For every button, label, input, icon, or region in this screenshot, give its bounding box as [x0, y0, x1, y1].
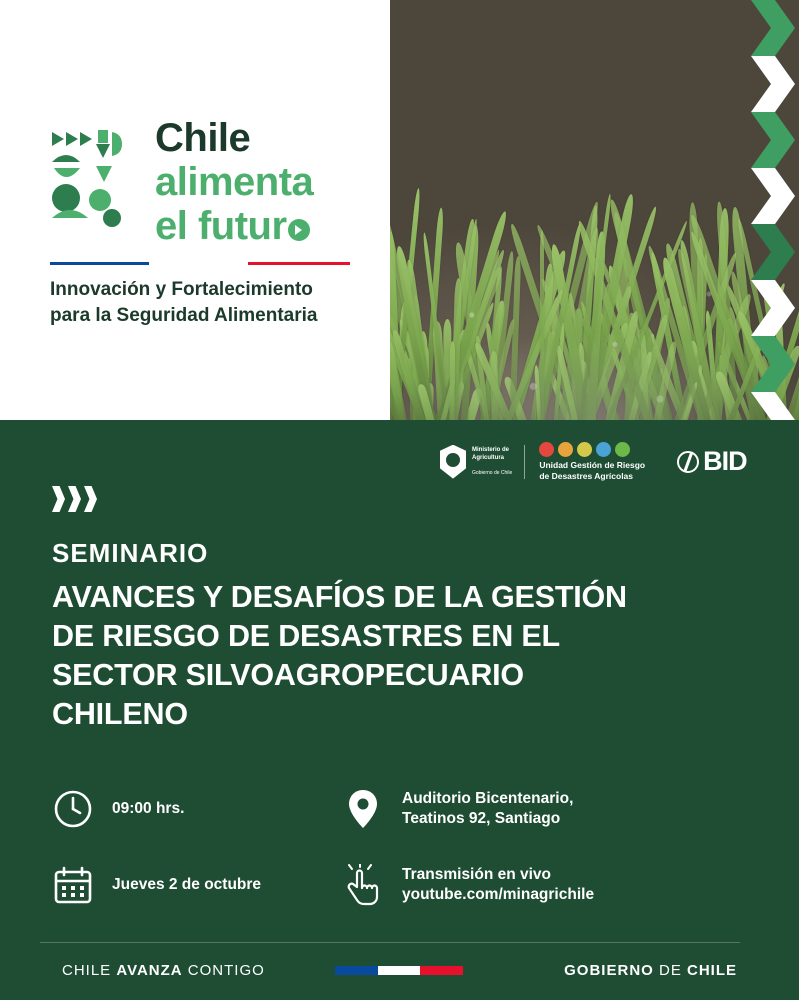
footer-divider — [40, 942, 740, 943]
fire-risk-icon — [539, 442, 554, 457]
event-stream-line-1: Transmisión en vivo — [402, 865, 552, 883]
partner-logos — [440, 442, 747, 481]
footer-slogan-a: CHILE — [62, 962, 117, 979]
event-venue-text — [402, 789, 573, 829]
chile-alimenta-logo-icon — [50, 126, 142, 236]
event-details-row-1 — [52, 788, 712, 830]
ministry-line-1: Ministerio de — [472, 447, 510, 454]
footer-gov-a: GOBIERNO — [564, 962, 659, 979]
accent-chevron-2 — [68, 486, 81, 512]
risk-unit-line-2: de Desastres Agrícolas — [539, 470, 634, 481]
footer-flag-bar — [335, 966, 463, 975]
brand-line-3-text: el futur — [155, 204, 287, 248]
brand-wordmark — [155, 118, 370, 246]
event-title-line-2: DE RIESGO DE DESASTRES EN EL — [52, 619, 560, 654]
accent-chevron-1 — [52, 486, 65, 512]
pest-risk-icon — [615, 442, 630, 457]
edge-chevron — [751, 168, 795, 224]
drought-risk-icon — [558, 442, 573, 457]
event-time-text: 09:00 hrs. — [112, 799, 185, 817]
event-date-block — [52, 864, 342, 906]
bid-label: BID — [703, 446, 747, 477]
poster-footer — [0, 942, 799, 1000]
risk-unit-icon-set — [539, 442, 645, 457]
brand-tagline — [50, 277, 370, 328]
footer-slogan-c: CONTIGO — [182, 962, 265, 979]
event-venue-line-1: Auditorio Bicentenario, — [402, 789, 574, 807]
event-venue-block — [342, 788, 702, 830]
event-title — [52, 578, 712, 734]
event-details — [52, 788, 712, 940]
risk-unit-line-1: Unidad Gestión de Riesgo — [539, 460, 646, 470]
edge-chevron — [751, 112, 795, 168]
footer-government — [564, 962, 737, 979]
event-time-block — [52, 788, 342, 830]
brand-line-3 — [155, 206, 370, 246]
edge-chevron — [751, 0, 795, 56]
location-pin-icon — [342, 788, 384, 830]
bid-logo — [677, 446, 747, 477]
brand-tagline-line-1: Innovación y Fortalecimiento — [50, 279, 313, 300]
event-stream-text — [402, 865, 594, 905]
footer-flag-white — [378, 966, 421, 975]
ministry-of-agriculture-logo — [440, 445, 525, 479]
brand-divider — [50, 262, 350, 265]
footer-slogan — [62, 962, 265, 979]
event-stream-block[interactable] — [342, 864, 702, 906]
footer-gov-c: CHILE — [687, 962, 737, 979]
ministry-line-3: Gobierno de Chile — [472, 469, 513, 476]
footer-slogan-b: AVANZA — [116, 962, 183, 979]
accent-chevrons — [52, 486, 97, 512]
arrow-circle-icon — [288, 219, 310, 241]
globe-icon — [677, 451, 699, 473]
brand-lockup — [50, 118, 370, 328]
flood-risk-icon — [596, 442, 611, 457]
brand-line-1: Chile — [155, 116, 251, 160]
event-stream-link[interactable]: youtube.com/minagrichile — [402, 886, 595, 903]
event-venue-line-2: Teatinos 92, Santiago — [402, 810, 561, 827]
event-details-row-2 — [52, 864, 712, 906]
edge-chevron — [751, 280, 795, 336]
event-kicker: SEMINARIO — [52, 538, 209, 568]
frost-risk-icon — [577, 442, 592, 457]
accent-chevron-3 — [84, 486, 97, 512]
event-panel — [0, 420, 799, 1000]
brand-line-2: alimenta — [155, 160, 314, 204]
edge-chevron — [751, 56, 795, 112]
edge-chevron — [751, 336, 795, 392]
click-hand-icon — [342, 864, 384, 906]
clock-icon — [52, 789, 94, 829]
ministry-crest-icon — [440, 445, 466, 479]
event-title-line-4: CHILENO — [52, 697, 188, 732]
calendar-icon — [52, 865, 94, 905]
ministry-logo-text — [472, 447, 512, 476]
event-title-line-1: AVANCES Y DESAFÍOS DE LA GESTIÓN — [52, 580, 627, 614]
edge-chevron — [751, 224, 795, 280]
event-date-text: Jueves 2 de octubre — [112, 875, 262, 893]
ministry-line-2: Agricultura — [472, 454, 505, 461]
brand-panel — [0, 0, 390, 420]
footer-flag-red — [420, 966, 463, 975]
footer-gov-b: DE — [658, 962, 687, 979]
footer-flag-blue — [335, 966, 378, 975]
event-title-line-3: SECTOR SILVOAGROPECUARIO — [52, 658, 524, 693]
risk-unit-text — [539, 460, 645, 481]
brand-tagline-line-2: para la Seguridad Alimentaria — [50, 304, 318, 326]
risk-management-unit-logo — [539, 442, 645, 481]
